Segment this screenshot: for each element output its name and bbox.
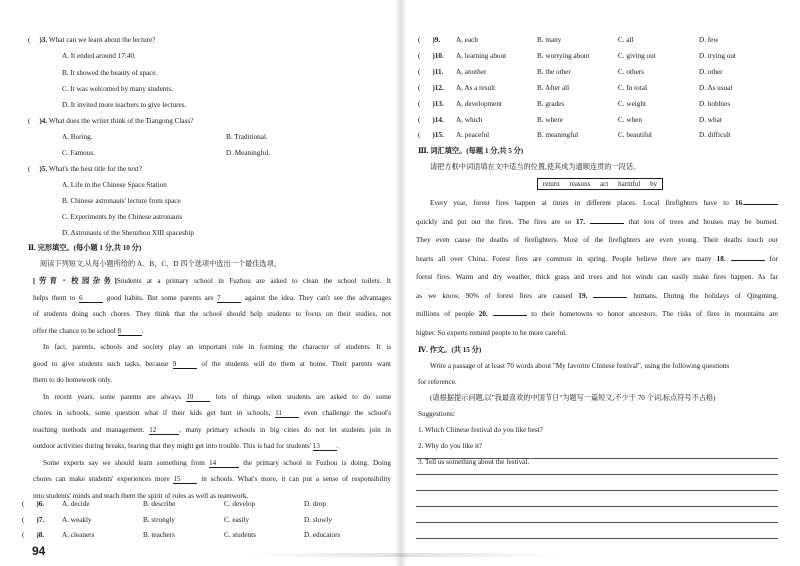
option-c: C. weight <box>618 100 646 108</box>
question-7 <box>22 517 44 524</box>
passage-line: as we know, 90% of forest fires are caused 19. humans. During the holidays of Qingming, <box>416 291 779 300</box>
question-15 <box>418 132 444 139</box>
passage-line: helps them to 6 good habits. But some parents are 7 against the idea. They can't see the advantages <box>33 293 392 302</box>
option-b: B. grades <box>537 100 565 108</box>
option-c: C. easily <box>224 516 250 524</box>
writing-line[interactable] <box>416 538 778 539</box>
question-number: )5. <box>39 165 48 173</box>
option-c: C. Experiments by the Chinese astronauts <box>62 213 183 221</box>
question-stem: What can we learn about the lecture? <box>48 36 156 44</box>
option-d: D. Meaningful. <box>226 149 271 157</box>
answer-paren[interactable]: ( <box>418 52 421 60</box>
question-number: )13. <box>432 100 444 108</box>
suggestion-item: 2. Why do you like it? <box>418 442 483 450</box>
option-a: A. learning about <box>456 52 507 60</box>
passage-line: of students doing such chores. They think that the school should help students to focus on their studies, not <box>33 310 391 318</box>
option-c: C. students <box>224 531 256 539</box>
option-a: A. development <box>456 100 502 108</box>
option-c: C. In total <box>618 84 647 92</box>
question-11 <box>418 69 443 76</box>
passage-line: teaching methods and management. 12 , many primary schools in big cities do not let students join in <box>33 425 391 434</box>
passage-line: offer the chance to be school 8 . <box>33 326 144 335</box>
option-b: B. the other <box>537 68 571 76</box>
passage-line: hearts all over China. Forest fires are common in spring. People believe there are many 18. for <box>416 254 779 263</box>
question-number: )10. <box>432 52 444 60</box>
option-b: B. meaningful <box>537 131 579 139</box>
blank-number: 17. <box>576 217 586 226</box>
passage-line: Every year, forest fires happen at times in different places. Local firefighters have to 16. <box>416 194 778 213</box>
answer-paren[interactable]: ( <box>28 117 31 125</box>
word-box-item: harmful <box>618 179 641 188</box>
option-a: A. cleaners <box>62 531 95 539</box>
option-d: D. hobbies <box>699 100 731 108</box>
option-c: C. It was welcomed by many students. <box>62 85 173 93</box>
word-box-item: reasons <box>569 179 591 188</box>
question-12 <box>418 85 444 92</box>
option-d: D. other <box>699 68 723 76</box>
answer-paren[interactable]: ( <box>28 165 31 173</box>
option-a: A. which <box>456 116 483 124</box>
question-9 <box>418 37 440 44</box>
answer-paren[interactable]: ( <box>418 131 421 139</box>
question-13 <box>418 101 444 108</box>
answer-paren[interactable]: ( <box>22 531 25 539</box>
section-2-title: Ⅱ. 完形填空。(每小题 1 分,共 10 分) <box>28 244 142 252</box>
question-number: )14. <box>432 116 444 124</box>
blank-12[interactable]: 12 <box>149 426 179 435</box>
word-box-item: act <box>600 179 609 188</box>
question-number: )8. <box>36 531 45 539</box>
answer-paren[interactable]: ( <box>28 36 31 44</box>
question-5 <box>28 166 142 173</box>
writing-line[interactable] <box>416 474 778 475</box>
blank-13[interactable]: 13 <box>313 442 337 451</box>
word-box <box>537 178 663 190</box>
question-3 <box>28 37 155 44</box>
passage-line: chores can make students' experiences more 15 in schools. What's more, it can put a sense of responsibility <box>33 475 392 483</box>
question-number: )7. <box>36 516 45 524</box>
writing-line[interactable] <box>416 522 778 523</box>
option-b: B. teachers <box>143 531 175 539</box>
question-number: )9. <box>432 36 441 44</box>
option-d: D. trying out <box>699 52 736 60</box>
blank-15[interactable]: 15 <box>173 475 197 484</box>
word-box-item: by <box>650 179 658 188</box>
option-b: B. where <box>537 116 563 124</box>
option-c: C. when <box>618 116 642 124</box>
passage-line: forest fires. Warm and dry weather, thick grass and trees and hot winds can easily make fires happen. As far <box>416 273 778 281</box>
option-d: D. slowly <box>304 516 332 524</box>
question-stem: What does the writer think of the Tiangong Class? <box>48 117 194 125</box>
question-number: )15. <box>432 131 444 139</box>
answer-paren[interactable]: ( <box>418 100 421 108</box>
writing-prompt-line: for reference. <box>418 378 457 386</box>
option-a: A. peaceful <box>456 131 490 139</box>
question-number: )6. <box>36 500 45 508</box>
passage-line: them to do homework only. <box>33 376 113 384</box>
question-number: )3. <box>39 36 48 44</box>
option-d: D. It invited more teachers to give lectures. <box>62 101 187 109</box>
blank-8[interactable]: 8 <box>118 327 142 336</box>
section-2-instruction: 阅读下列短文,从每小题所给的 A、B、C、D 四个选项中选出一个最佳选项。 <box>40 260 281 268</box>
suggestion-item: 1. Which Chinese festival do you like best? <box>418 426 543 434</box>
option-a: A. another <box>456 68 487 76</box>
passage-line: [劳育・校园杂务]Students at a primary school in Fuzhou are asked to clean the school toilets. It <box>33 277 391 285</box>
option-b: B. It showed the beauty of space. <box>62 69 158 77</box>
option-d: D. As usual <box>699 84 733 92</box>
option-a: A. As a result <box>456 84 496 92</box>
answer-paren[interactable]: ( <box>418 36 421 44</box>
passage-line: quickly and put out the fires. The fires are so 17. that lots of trees and houses may be burned. <box>416 217 779 226</box>
option-a: A. weakly <box>62 516 92 524</box>
passage-tag: [劳育・校园杂务] <box>33 277 117 285</box>
option-b: B. Traditional. <box>226 133 268 141</box>
option-a: A. Life in the Chinese Space Station <box>62 181 167 189</box>
vocab-passage <box>416 194 778 342</box>
passage-line: They even cause the deaths of firefighters. Most of the firefighters are even young. Their deaths touch our <box>416 236 778 244</box>
cloze-passage <box>33 273 391 504</box>
option-d: D. Astronauts of the Shenzhou XIII spaceship <box>62 229 194 237</box>
option-b: B. After all <box>537 84 570 92</box>
writing-line[interactable] <box>416 506 778 507</box>
blank-18[interactable] <box>731 260 765 261</box>
blank-number: 20. <box>478 310 488 318</box>
option-d: D. educators <box>304 531 341 539</box>
passage-line: into students' minds and teach them the spirit of rules as well as teamwork. <box>33 491 249 500</box>
blank-number: 18. <box>716 254 726 263</box>
writing-line[interactable] <box>416 458 778 459</box>
blank-10[interactable]: 10 <box>186 393 210 402</box>
question-8 <box>22 532 44 539</box>
passage-line: good to give students such tasks, because 9 of the students will do them at home. Their parents want <box>33 359 391 368</box>
word-box-item: return <box>542 179 560 188</box>
blank-14[interactable]: 14 <box>209 459 239 468</box>
blank-11[interactable]: 11 <box>275 409 299 418</box>
passage-line: In fact, parents, schools and society play an important role in forming the character of students. It is <box>43 343 391 351</box>
question-number: )4. <box>39 117 48 125</box>
option-b: B. many <box>537 36 562 44</box>
blank-16[interactable] <box>744 204 778 205</box>
suggestion-item: 3. Tell us something about the festival. <box>418 458 530 466</box>
suggestions-label: Suggestions: <box>418 410 455 418</box>
question-14 <box>418 117 444 124</box>
blank-number: 19. <box>578 291 588 300</box>
answer-paren[interactable]: ( <box>418 68 421 76</box>
option-b: B. describe <box>143 500 176 508</box>
section-4-title: Ⅳ. 作文。(共 15 分) <box>418 346 482 354</box>
blank-17[interactable] <box>590 223 624 224</box>
option-d: D. few <box>699 36 719 44</box>
option-c: C. develop <box>224 500 256 508</box>
option-b: B. Chinese astronauts' lecture from space <box>62 197 181 205</box>
passage-line: outdoor activities during breaks, fearing that they might get into trouble. This is bad for students' 13 . <box>33 442 339 450</box>
page-edge-shadow <box>248 553 558 557</box>
option-a: A. each <box>456 36 478 44</box>
question-10 <box>418 53 444 60</box>
option-c: C. others <box>618 68 644 76</box>
passage-line: In recent years, some parents are always 10 lots of things when students are asked to do some <box>43 392 391 401</box>
page-number: 94 <box>32 544 46 558</box>
question-stem: What's the best title for the text? <box>48 165 142 173</box>
option-b: B. strongly <box>143 516 175 524</box>
option-c: C. Famous. <box>62 149 95 157</box>
question-number: )11. <box>432 68 444 76</box>
question-4 <box>28 118 193 125</box>
answer-paren[interactable]: ( <box>22 516 25 524</box>
option-c: C. all <box>618 36 634 44</box>
passage-line: higher. So experts remind people to be more careful. <box>416 328 567 337</box>
blank-19[interactable] <box>593 297 627 298</box>
blank-9[interactable]: 9 <box>173 360 197 369</box>
blank-20[interactable] <box>493 315 527 316</box>
passage-line: chores in schools, some question what if their kids get hurt in schools, 11 even challenge the school's <box>33 409 392 417</box>
option-c: C. beautiful <box>618 131 652 139</box>
question-6 <box>22 501 44 508</box>
answer-paren[interactable]: ( <box>418 116 421 124</box>
option-d: D. what <box>699 116 722 124</box>
writing-cn-note: (请根据提示问题,以"我最喜欢的中国节日"为题写一篇短文,不少于 70 个词,标点符号不占格) <box>430 394 716 402</box>
option-a: A. decide <box>62 500 90 508</box>
passage-line: millions of people 20. to their hometowns to honor ancestors. The risks of fires in mountains are <box>416 310 779 318</box>
option-d: D. difficult <box>699 131 731 139</box>
blank-number: 16. <box>735 199 744 207</box>
option-a: A. It ended around 17:40. <box>62 52 136 60</box>
section-3-title: Ⅲ. 词汇填空。(每题 1 分,共 5 分) <box>418 147 524 155</box>
option-d: D. drop <box>304 500 326 508</box>
writing-prompt-line: Write a passage of at least 70 words about "My favorite Chinese festival", using the following questions <box>430 362 730 370</box>
question-number: )12. <box>432 84 444 92</box>
passage-line: Some experts say we should learn something from 14 the primary school in Fuzhou is doing. Doing <box>43 458 392 467</box>
blank-6[interactable]: 6 <box>79 294 103 303</box>
section-3-instruction: 请把方框中词语填在文中适当的位置,使其成为通顺连贯的一段话。 <box>430 163 641 171</box>
answer-paren[interactable]: ( <box>22 500 25 508</box>
blank-7[interactable]: 7 <box>217 294 241 303</box>
writing-line[interactable] <box>416 490 778 491</box>
option-a: A. Boring. <box>62 133 93 141</box>
option-c: C. giving out <box>618 52 656 60</box>
option-b: B. worrying about <box>537 52 590 60</box>
answer-paren[interactable]: ( <box>418 84 421 92</box>
